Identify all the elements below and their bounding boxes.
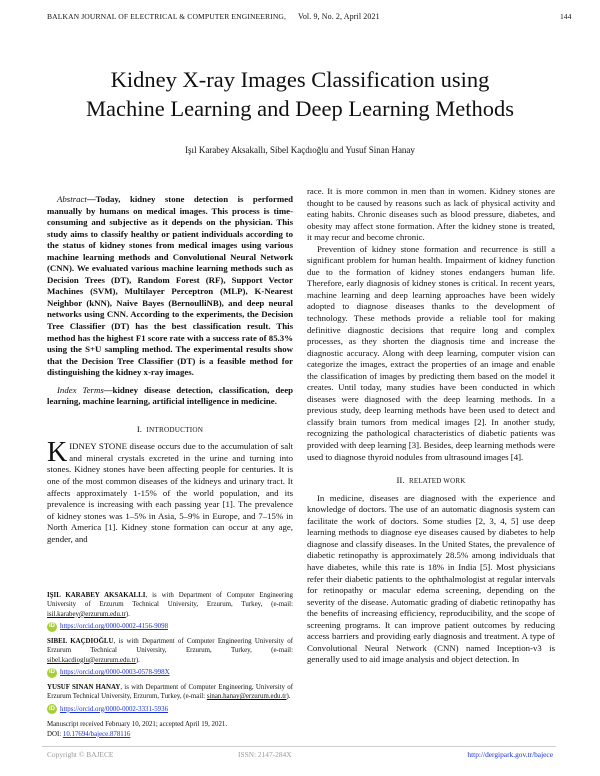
paragraph: Prevention of kidney stone formation and recurrence is still a significant problem for human health. Impairment of kidney function due to the formation of kidney stones endangers human life. Therefore, early diagnosis of kidney stones is critical. In recent years, machine learning and deep learning approaches have been widely adopted to diagnose diseases thanks to the development of technology. These methods provide a reliable tool for making definitive diagnostic decisions that require long and complex processes, as they shorten the diagnosis time and increase the diagnostic accuracy. Along with deep learning, computer vision can categorize the images, extract the properties of an image and enable the classification of images by predicting them based on the model it creates. Until today, many studies have been conducted in which diseases were diagnosed with the deep learning methods. In a previous study, deep learning methods have been used to detect and classify brain tumors from medical images [2]. In another study, recognizing the pathological characteristics of diabetic patients was provided with deep learning [3]. Besides, deep learning methods were used to diagnose thyroid nodules from ultrasound images [4]. [307,243,555,462]
index-terms [47,385,293,408]
author-name: SIBEL KAÇDIOĞLU [47,637,114,645]
section-heading-introduction [47,424,293,437]
left-column [47,186,293,742]
affiliation: , is with Department of Computer Engineering University of Erzurum Technical University, Erzurum, Turkey, (e-mail: [47,592,293,609]
index-terms-label: Index Terms [57,384,104,395]
footer-issn: ISSN: 2147-284X [238,750,292,759]
manuscript-dates: Manuscript received February 10, 2021; accepted April 19, 2021. [47,721,228,729]
page-body [0,186,600,776]
section-title: RELATED WORK [408,477,466,486]
footer-journal-link[interactable]: http://dergipark.gov.tr/bajece [467,750,553,759]
author-name: YUSUF SINAN HANAY [47,683,121,691]
email-link[interactable]: sinan.hanay@erzurum.edu.tr [206,693,287,701]
author-footnotes [47,577,293,742]
section-number: I. [136,423,143,434]
index-terms-text: —kidney disease detection, classification, deep learning, machine learning, artificial intelligence in medicine. [47,384,293,407]
abstract-text: —Today, kidney stone detection is performed manually by humans on medical images. This process is time-consuming and subjective as it depends on the physician. This study aims to classify healthy or patient individuals according to the status of kidney stones from medical images using various machine learning methods and Convolutional Neural Network (CNN). We evaluated various machine learning methods such as Decision Trees (DT), Random Forest (RF), Support Vector Machines (SVM), Multilayer Perceptron (MLP), K-Nearest Neighbor (kNN), Naive Bayes (BernoulliNB), and deep neural networks using CNN. According to the experiments, the Decision Tree Classifier (DT) has the best classification result. This method has the highest F1 score rate with a success rate of 85.3% using the S+U sampling method. The experimental results show that the Decision Tree Classifier (DT) is a feasible method for distinguishing the kidney x-ray images. [47,194,293,378]
page-number: 144 [560,12,572,21]
punct: ). [135,656,140,664]
abstract-label: Abstract [57,194,87,204]
doi-label: DOI: [47,730,63,738]
running-header [47,12,380,21]
right-column [307,186,555,742]
two-column-body [0,186,600,742]
drop-cap: K [47,437,68,469]
affiliation: , is with Department of Computer Engineering University of Erzurum Technical University, Erzurum, Turkey, (e-mail: [47,637,294,655]
paragraph: In medicine, diseases are diagnosed with the experience and knowledge of doctors. The use of an automatic diagnosis system can facilitate the work of doctors. Some studies [2, 3, 4, 5] use deep learning methods to diagnose eye diseases caused by diabetes to help diagnose and classify diseases. In the United States, the prevalence of diabetic retinopathy is approximately 28.5% among individuals that have diabetes, while this rate is 18% in India [5]. Most physicians refer their diabetic patients to the ophthalmologist at regular intervals for retinopathy or macular edema screening, depending on the severity of the disease. Automatic grading of diabetic retinopathy has the benefits of increasing efficiency, reproducibility, and the scope of screening programs. It can improve patient outcomes by reducing access barriers and providing early diagnosis and treatment. A type of Convolutional Neural Network (CNN) named Inception-v3 is generally used to aid image analysis and object detection. In [307,492,555,665]
email-link[interactable]: isil.karabey@erzurum.edu.tr [47,610,126,618]
title-line: Machine Learning and Deep Learning Methods [86,96,514,121]
paper-title [0,65,600,123]
section-heading-related-work [307,475,555,488]
orcid-icon: iD [47,704,57,714]
orcid-icon: iD [47,622,57,632]
paragraph: IDNEY STONE disease occurs due to the accumulation of salt and mineral crystals excreted in the urine and turning into stones. Kidney stones have been affecting people for centuries. It is one of the most common diseases of the kidneys and urinary tract. It affects approximately 1-15% of the world population, and its prevalence is increasing with each passing year [1]. The prevalence of kidney stones was 1–5% in Asia, 5–9% in Europe, and 7–15% in North America [1]. Kidney stone formation can occur at any age, gender, and [47,441,293,544]
orcid-link[interactable]: https://orcid.org/0000-0002-4156-9098 [60,623,169,631]
email-link[interactable]: sibel.kacdioglu@erzurum.edu.tr [47,656,136,664]
orcid-icon: iD [47,668,57,678]
orcid-link[interactable]: https://orcid.org/0000-0003-0578-998X [60,669,170,677]
authors: Işıl Karabey Aksakallı, Sibel Kaçdıoğlu and Yusuf Sinan Hanay [185,145,415,155]
journal-name: BALKAN JOURNAL OF ELECTRICAL & COMPUTER ENGINEERING, [47,12,286,21]
affiliation: , is with Department of Computer Engineering, University of Erzurum Technical University, Erzurum, Turkey, (e-mail: [47,683,294,701]
punct: ). [125,610,130,618]
title-line: Kidney X-ray Images Classification using [110,67,490,92]
author-name: IŞIL KARABEY AKSAKALLI [47,592,146,600]
footer-divider [42,746,556,747]
journal-volume: Vol. 9, No. 2, April 2021 [297,12,380,21]
page-footer [0,746,600,776]
introduction-text [47,437,293,545]
related-work-text [307,493,555,666]
orcid-link[interactable]: https://orcid.org/0000-0002-3331-5936 [60,705,169,713]
section-number: II. [396,475,405,486]
paragraph: race. It is more common in men than in women. Kidney stones are thought to be caused by reasons such as lack of physical activity and eating habits. Chronic diseases such as blood pressure, diabetes, and obesity may affect stone formation. After the kidney stone is treated, it may recur and become chronic. [307,186,555,243]
footer-copyright: Copyright © BAJECE [47,750,114,759]
punct: ). [286,693,291,701]
introduction-continued [307,186,555,463]
section-title: INTRODUCTION [146,425,204,434]
abstract [47,194,293,379]
doi-link[interactable]: 10.17694/bajece.878116 [62,730,131,738]
